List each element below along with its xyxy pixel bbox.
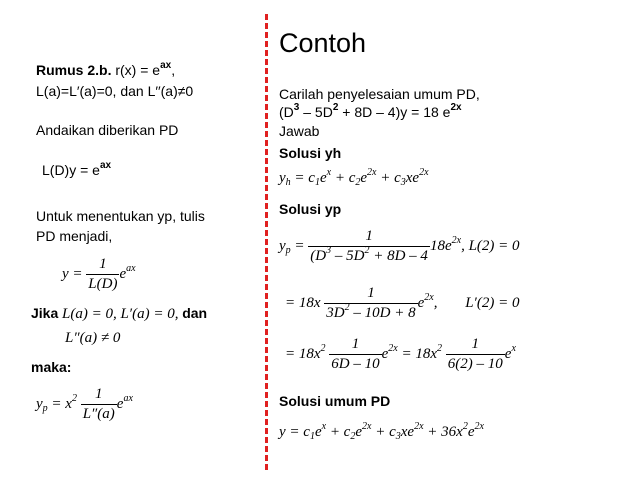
problem-p2: 2	[332, 102, 339, 113]
gen-e4-exp: 2x	[474, 421, 484, 432]
yp3-e2: e	[504, 345, 512, 362]
yp1-denominator	[308, 246, 430, 265]
gen-c3: 3	[395, 431, 401, 442]
yp1-y: y	[279, 237, 286, 254]
yp3-sq2: 2	[437, 342, 443, 354]
yp2-eq: = 18x	[285, 294, 321, 311]
page-title: Contoh	[279, 28, 367, 58]
yh-c3: 3	[400, 177, 406, 188]
yp2-cond: L′(2) = 0	[465, 294, 520, 311]
yh-y: y	[279, 170, 286, 186]
yh-e3-exp: 2x	[419, 167, 429, 178]
yp-numerator: 1	[95, 386, 103, 402]
yh-c2: 2	[355, 177, 361, 188]
yp2-numerator: 1	[367, 285, 375, 301]
yp1-den-b: – 5D	[331, 248, 365, 264]
gen-xe: xe	[400, 424, 415, 440]
jawab-label: Jawab	[279, 123, 320, 139]
problem-line-1: Carilah penyelesaian umum PD,	[279, 86, 480, 102]
yp-exponent: ax	[123, 392, 133, 404]
problem-exp: 2x	[450, 102, 462, 113]
yp2-exp: 2x	[424, 291, 434, 303]
yh-e2-exp: 2x	[367, 167, 377, 178]
problem-mid: – 5D	[299, 104, 333, 120]
gen-plus2: + c	[371, 424, 396, 440]
yp2-den-p2: 2	[344, 302, 350, 313]
yp2-den-b: – 10D + 8	[349, 305, 416, 321]
yp3-eq2: = 18x	[401, 345, 438, 362]
yp3-denominator: 6D – 10	[331, 356, 380, 372]
problem-line-2	[279, 104, 462, 120]
yp2-e: e	[417, 294, 425, 311]
yp2-fraction	[324, 285, 417, 322]
problem-d3: (D	[279, 104, 294, 120]
yp-denominator: L″(a)	[82, 406, 115, 422]
gen-e2-exp: 2x	[362, 421, 372, 432]
yp-fraction	[81, 386, 117, 423]
yp1-cond: , L(2) = 0	[461, 237, 520, 254]
yh-e2: e	[360, 170, 368, 186]
yp3-e: e	[381, 345, 389, 362]
yp1-rhs-exp: 2x	[451, 234, 462, 246]
rumus-label: Rumus 2.b.	[36, 62, 112, 78]
yp1-numerator: 1	[365, 228, 373, 244]
yp-step-3	[285, 336, 516, 373]
yp-e: e	[116, 395, 124, 412]
yp-sq: 2	[71, 392, 77, 404]
yh-c1: 1	[314, 177, 320, 188]
yp2-denominator	[324, 303, 417, 322]
yh-plus1: + c	[331, 170, 356, 186]
problem-rest: + 8D – 4)y = 18 e	[338, 104, 451, 120]
gen-c2: 2	[350, 431, 356, 442]
yp2-den-a: 3D	[326, 305, 345, 321]
yp3-exp2: x	[511, 342, 516, 354]
eq1-numerator: 1	[99, 256, 107, 272]
yh-rhs: = c	[294, 170, 315, 186]
rumus-formula: r(x) = e	[115, 62, 161, 78]
gen-e4: e	[467, 424, 475, 440]
yp-sub: p	[42, 402, 48, 414]
yh-xe: xe	[405, 170, 420, 186]
yp3-numerator-2: 1	[471, 336, 480, 352]
yp3-exp: 2x	[388, 342, 398, 354]
jika-label: Jika	[31, 305, 59, 321]
jika-line	[31, 305, 207, 323]
gen-plus1: + c	[326, 424, 351, 440]
jika-dan: dan	[182, 305, 208, 321]
untuk-line-1: Untuk menentukan yp, tulis	[36, 208, 205, 224]
yh-plus2: + c	[376, 170, 401, 186]
yp3-fraction-2	[446, 336, 505, 373]
conditions-line: L(a)=L′(a)=0, dan L′′(a)≠0	[36, 83, 194, 99]
eq1-denominator: L(D)	[88, 276, 118, 292]
jika-expr: L(a) = 0, L′(a) = 0,	[62, 306, 179, 322]
andaikan-line: Andaikan diberikan PD	[36, 122, 179, 138]
ld-exponent: ax	[99, 160, 112, 171]
rumus-line	[36, 62, 175, 78]
yp-step-1	[279, 228, 520, 265]
yp2-comma: ,	[433, 294, 438, 311]
solusi-yp-label: Solusi yp	[279, 201, 342, 217]
yp3-sq: 2	[320, 342, 326, 354]
solusi-umum-label: Solusi umum PD	[279, 393, 391, 409]
yp1-den-a: (D	[310, 248, 327, 264]
maka-label: maka:	[31, 359, 72, 375]
yp1-eq: =	[294, 237, 305, 254]
yp-eq: = x	[51, 395, 72, 412]
gen-plus3: + 36x	[423, 424, 463, 440]
yp1-den-p3: 3	[326, 245, 332, 256]
gen-sq: 2	[462, 421, 468, 432]
yp-y: y	[36, 395, 43, 412]
yh-e1: e	[319, 170, 327, 186]
yp1-rhs: 18e	[429, 237, 452, 254]
yp1-sub: p	[285, 244, 291, 256]
yp3-fraction	[329, 336, 381, 373]
gen-e3-exp: 2x	[414, 421, 424, 432]
eq1-lhs: y =	[62, 265, 83, 282]
ld-eq-text: L(D)y = e	[42, 162, 100, 178]
rumus-exponent: ax	[160, 60, 172, 71]
rumus-sep: ,	[171, 62, 176, 78]
yp1-den-c: + 8D – 4	[369, 248, 428, 264]
gen-lhs: y = c	[279, 424, 310, 440]
yp-step-2	[285, 285, 519, 322]
eq1-exponent: ax	[126, 262, 136, 274]
yp3-numerator: 1	[351, 336, 360, 352]
yh-sub: h	[285, 177, 291, 188]
yp-formula	[36, 386, 133, 423]
eq1-fraction	[86, 256, 119, 293]
yp3-denominator-2: 6(2) – 10	[447, 356, 503, 372]
gen-e2: e	[355, 424, 363, 440]
ld-equation	[42, 162, 111, 178]
yp1-fraction	[308, 228, 430, 265]
eq1-e: e	[119, 265, 127, 282]
equation-y-ld	[62, 256, 136, 293]
gen-e1: e	[314, 424, 322, 440]
yh-e1-exp: x	[326, 167, 332, 178]
red-dashed-divider	[265, 14, 268, 470]
problem-p3: 3	[293, 102, 300, 113]
gen-e1-exp: x	[321, 421, 327, 432]
untuk-line-2: PD menjadi,	[36, 228, 113, 244]
lpp-line: L″(a) ≠ 0	[65, 330, 121, 346]
yp1-den-p2: 2	[364, 245, 370, 256]
solusi-yh-label: Solusi yh	[279, 145, 342, 161]
gen-c1: 1	[309, 431, 315, 442]
yp3-eq: = 18x	[285, 345, 321, 362]
yh-equation	[279, 167, 429, 188]
general-solution	[279, 421, 484, 442]
